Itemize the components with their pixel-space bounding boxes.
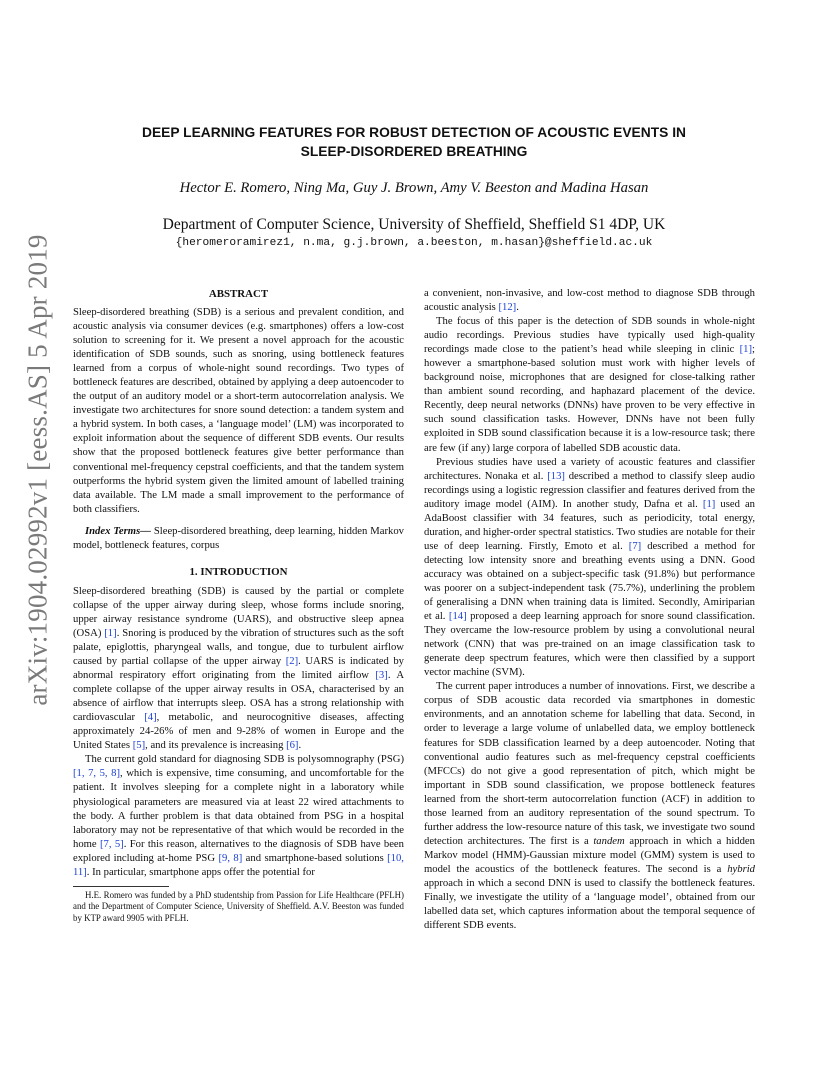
intro-paragraph-2: The current gold standard for diagnosing SDB is polysomnography (PSG) [1, 7, 5, 8], which is expensive, time consuming, and uncomfortable for the patient. It involves sleeping for a complete night in a laboratory while physiological parameters are measured via at least 22 wired attachments to the body. A further problem is that data obtained from PSG in a hospital laboratory may not be representative of that which would be recorded in the home [7, 5]. For this reason, alternatives to the diagnosis of SDB have been explored including at-home PSG [9, 8] and smartphone-based solutions [10, 11]. In particular, smartphone apps offer the potential for [73, 754, 404, 878]
citation-link[interactable]: [1] [702, 498, 716, 510]
intro-paragraph-4: Previous studies have used a variety of acoustic features and classifier architectures. Nonaka et al. [13] described a method to classify sleep audio recordings using a logistic regression classifier and features derived from the auditory image model (AIM). In another study, Dafna et al. [1] used an AdaBoost classifier with 34 features, such as periodicity, total energy, duration, and higher-order spectral statistics. Two studies are notable for their use of deep learning. Firstly, Emoto et al. [7] described a method for detecting low intensity snore and breathing events using a DNN. Good accuracy was obtained on a subject-specific task (91.8%) but performance was poorer on a subject-independent task (75.7%), underlining the problem of generalising a DNN when training data is limited. Secondly, Amiriparian et al. [14] proposed a deep learning approach for snore sound classification. They overcame the low-resource problem by using a convolutional neural network (CNN) that was pre-trained on an image classification task to generate deep spectrum features, which were then classified by a support vector machine (SVM). [424, 456, 756, 679]
intro-paragraph-3: The focus of this paper is the detection of SDB sounds in whole-night audio recordings. Previous studies have typically used high-quality recordings made close to the patient’s head while sleeping in clinic [1]; however a smartphone-based solution must work with higher levels of background noise, microphones that are designed for close-talking rather than ambient sound recording, and haphazard placement of the device. Recently, deep neural networks (DNNs) have proven to be very effective in such sound classification tasks. However, DNNs have not been fully exploited in SDB sound classification because it is a low-resource task; there are few (if any) large corpora of labelled SDB acoustic data. [424, 316, 755, 454]
index-terms-text: Sleep-disordered breathing, deep learning, hidden Markov model, bottleneck features, corpus [73, 525, 404, 551]
abstract-heading: ABSTRACT [208, 288, 269, 300]
author-emails: {heromeroramirez1, n.ma, g.j.brown, a.beeston, m.hasan}@sheffield.ac.uk [175, 237, 653, 249]
citation-link[interactable]: [6] [286, 740, 299, 752]
footnote-divider [73, 886, 169, 887]
citation-link[interactable]: [3] [375, 670, 388, 682]
citation-link[interactable]: [14] [448, 611, 467, 623]
intro-paragraph-1: Sleep-disordered breathing (SDB) is caused by the partial or complete collapse of the upper airway during sleep, whose forms include snoring, upper airway resistance syndrome (UARS), and obstructive sleep apnea (OSA) [1]. Snoring is produced by the vibration of structures such as the soft palate, epiglottis, pharyngeal walls, and tongue, due to turbulent airflow caused by partial collapse of the upper airway [2]. UARS is indicated by abnormal respiratory effort originating from the limited airflow [3]. A complete collapse of the upper airway results in OSA, characterised by an absence of airflow that interrupts sleep. OSA has a strong relationship with cardiovascular [4], metabolic, and neurocognitive diseases, affecting approximately 24-26% of men and 9-28% of women in Europe and the United States [5], and its prevalence is increasing [6]. [73, 585, 404, 752]
arxiv-identifier-margin [10, 234, 66, 706]
citation-link[interactable]: [1] [104, 627, 117, 639]
paper-title [80, 123, 748, 161]
index-terms-label: Index Terms— [85, 525, 151, 537]
introduction-heading: 1. INTRODUCTION [189, 565, 288, 578]
paper-title-line-2: SLEEP-DISORDERED BREATHING [300, 144, 528, 159]
citation-link[interactable]: [7, 5] [99, 838, 124, 850]
citation-link[interactable]: [5] [132, 740, 146, 752]
left-column [73, 287, 404, 925]
paper-title-line-1: DEEP LEARNING FEATURES FOR ROBUST DETECTION OF ACOUSTIC EVENTS IN [142, 125, 686, 140]
citation-link[interactable]: [1, 7, 5, 8] [73, 768, 120, 780]
citation-link[interactable]: [1] [739, 344, 753, 356]
citation-link[interactable]: [4] [144, 712, 157, 724]
emphasis-hybrid: hybrid [727, 863, 755, 875]
right-column [424, 287, 755, 933]
index-terms [73, 525, 404, 553]
funding-footnote: H.E. Romero was funded by a PhD studentship from Passion for Life Healthcare (PFLH) and the Department of Computer Science, University of Sheffield. A.V. Beeston was funded by KTP award 9905 with PFLH. [73, 889, 404, 923]
emphasis-tandem: tandem [593, 835, 625, 847]
intro-paragraph-2-continued: a convenient, non-invasive, and low-cost method to diagnose SDB through acoustic analysis [12]. [424, 288, 755, 314]
citation-link[interactable]: [9, 8] [218, 852, 243, 864]
citation-link[interactable]: [13] [547, 470, 565, 482]
author-list: Hector E. Romero, Ning Ma, Guy J. Brown, Amy V. Beeston and Madina Hasan [179, 180, 649, 196]
intro-paragraph-5: The current paper introduces a number of innovations. First, we describe a corpus of SDB acoustic data recorded via smartphones in domestic environments, and an annotation scheme for labelling that data. Second, in order to leverage a large volume of unlabelled data, we employ bottleneck features for SDB classification learned by a deep autoencoder. Noting that conventional audio features such as mel-frequency cepstral coefficients (MFCCs) do not give a good representation of pitch, which might be important in SDB sound classification, we propose bottleneck features learned from the short-term autocorrelation function (ACF) in addition to those learned from an auditory representation of the sound spectrum. To further address the low-resource nature of this task, we investigate two sound detection architectures. The first is a tandem approach in which a hidden Markov model (HMM)-Gaussian mixture model (GMM) system is used to model the acoustics of the bottleneck features. The second is a hybrid approach in which a second DNN is used to classify the bottleneck features. Finally, we investigate the utility of a ‘language model’, obtained from our labelled data set, which captures information about the temporal sequence of different SDB events. [424, 681, 755, 932]
citation-link[interactable]: [7] [628, 540, 642, 552]
arxiv-identifier: arXiv:1904.02992v1 [eess.AS] 5 Apr 2019 [22, 234, 53, 706]
citation-link[interactable]: [2] [285, 656, 299, 668]
affiliation: Department of Computer Science, University of Sheffield, Sheffield S1 4DP, UK [162, 216, 666, 233]
citation-link[interactable]: [10, 11] [73, 852, 404, 878]
citation-link[interactable]: [12] [498, 302, 517, 314]
abstract-text: Sleep-disordered breathing (SDB) is a serious and prevalent condition, and acoustic analysis via consumer devices (e.g. smartphones) offers a low-cost solution to screening for it. We present a novel approach for the acoustic identification of SDB sounds, such as snoring, using bottleneck features learned from a corpus of whole-night sound recordings. Two types of bottleneck features are described, obtained by applying a deep autoencoder to the output of an auditory model or a short-term autocorrelation analysis. We investigate two architectures for snore sound detection: a tandem system and a hybrid system. In both cases, a ‘language model’ (LM) was incorporated to exploit information about the sequence of different SDB events. Our results show that the proposed bottleneck features give better performance than conventional mel-frequency cepstral coefficients, and that the tandem system outperforms the hybrid system given the limited amount of labelled training data available. The LM made a small improvement to the performance of both classifiers. [73, 307, 404, 515]
